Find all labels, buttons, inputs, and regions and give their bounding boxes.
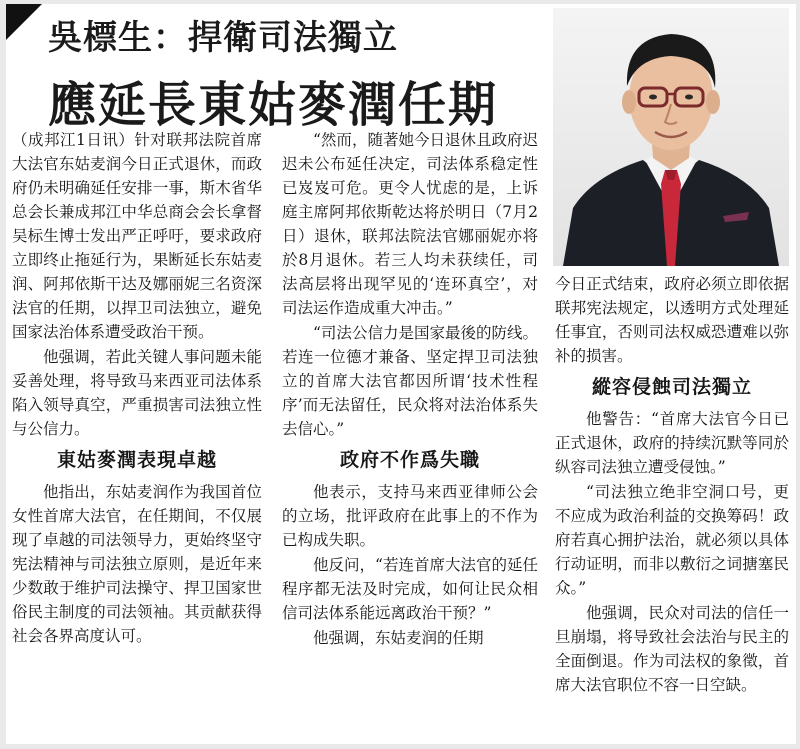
- headline-kicker: 吳標生：捍衛司法獨立: [48, 18, 398, 58]
- paragraph: 他警告：“首席大法官今日已正式退休，政府的持续沉默等同於纵容司法独立遭受侵蚀。”: [555, 410, 789, 476]
- paragraph: 今日正式结束，政府必须立即依据联邦宪法规定，以透明方式处理延任事宜，否则司法权威恐遭难以弥补的损害。: [555, 275, 789, 365]
- article-column-2: [282, 128, 538, 651]
- corner-triangle-decoration: [6, 4, 42, 40]
- subheading: 縱容侵蝕司法獨立: [591, 376, 752, 398]
- paragraph: “然而，随著她今日退休且政府迟迟未公布延任决定，司法体系稳定性已岌岌可危。更令人忧虑的是，上诉庭主席阿邦依斯乾达将於明日（7月2日）退休，联邦法院法官娜丽妮亦将於8月退休。若三人均未获续任，司法高层将出现罕见的‘连环真空’，对司法运作造成重大冲击。”: [282, 131, 538, 317]
- portrait-illustration: [553, 8, 789, 266]
- paragraph: 他强调，民众对司法的信任一旦崩塌，将导致社会法治与民主的全面倒退。作为司法权的象徵，首席大法官职位不容一日空缺。: [555, 604, 789, 694]
- paragraph: （成邦江1日讯）针对联邦法院首席大法官东姑麦润今日正式退休，而政府仍未明确延任安排一事，斯木省华总会长兼成邦江中华总商会会长拿督吴标生博士发出严正呼吁，要求政府立即终止拖延行为，果断延长东姑麦润、阿邦依斯干达及娜丽妮三名资深法官的任期，以捍卫司法独立，避免国家法治体系遭受政治干预。: [12, 131, 262, 341]
- article-column-3: [555, 272, 789, 698]
- paragraph: 他强调，东姑麦润的任期: [313, 629, 484, 647]
- headline-main: 應延長東姑麥潤任期: [48, 77, 499, 133]
- paragraph: 他指出，东姑麦润作为我国首位女性首席大法官，在任期间，不仅展现了卓越的司法领导力，更始终坚守宪法精神与司法独立原则，是近年来少数敢于维护司法操守、捍卫国家世俗民主制度的司法领袖。其贡献获得社会各界高度认可。: [12, 483, 262, 645]
- portrait-photo: [553, 8, 789, 266]
- subheading: 東姑麥潤表現卓越: [56, 449, 217, 471]
- paragraph: “司法公信力是国家最後的防线。若连一位德才兼备、坚定捍卫司法独立的首席大法官都因所谓‘技术性程序’而无法留任，民众将对法治体系失去信心。”: [282, 324, 538, 438]
- paragraph: 他反问，“若连首席大法官的延任程序都无法及时完成，如何让民众相信司法体系能远离政治干预？”: [282, 556, 538, 622]
- paragraph: 他表示，支持马来西亚律师公会的立场，批评政府在此事上的不作为已构成失职。: [282, 483, 538, 549]
- article-column-1: [12, 128, 262, 649]
- paragraph: 他强调，若此关键人事问题未能妥善处理，将导致马来西亚司法体系陷入领导真空，严重损害司法独立性与公信力。: [12, 348, 262, 438]
- subheading: 政府不作爲失職: [339, 449, 480, 471]
- paragraph: “司法独立绝非空洞口号，更不应成为政治利益的交换筹码！政府若真心拥护法治，就必须以具体行动证明，而非以敷衍之词搪塞民众。”: [555, 483, 789, 597]
